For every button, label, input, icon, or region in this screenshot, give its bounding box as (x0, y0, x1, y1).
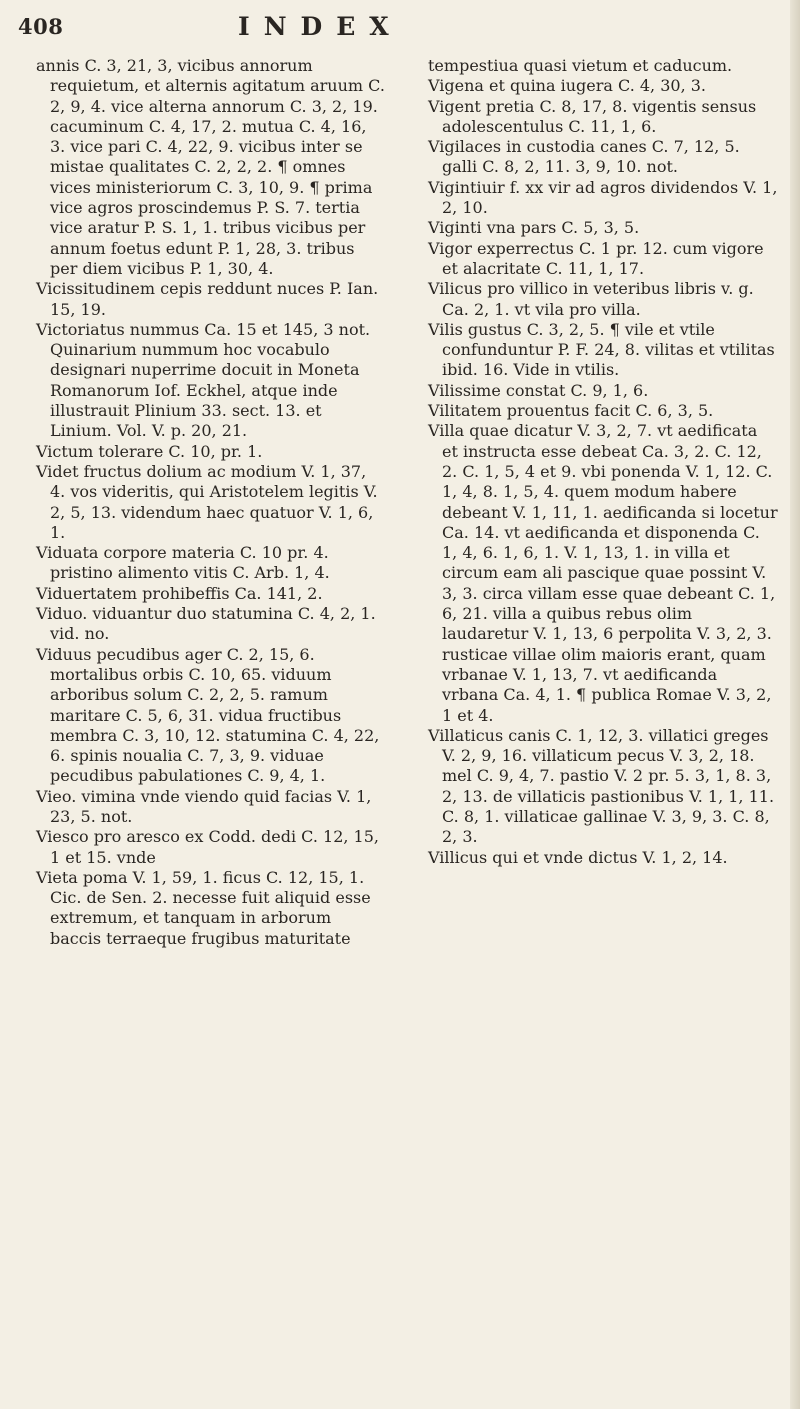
index-entry: Vilicus pro villico in veteribus libris v. g. Ca. 2, 1. vt vila pro villa. (428, 279, 754, 319)
index-entry: Vicissitudinem cepis reddunt nuces P. Ian. 15, 19. (36, 279, 379, 319)
index-entry: Vigena et quina iugera C. 4, 30, 3. (428, 76, 707, 96)
index-entry: Victoriatus nummus Ca. 15 et 145, 3 not. Quinarium nummum hoc vocabulo designari nuperrime docuit in Moneta Romanorum Iof. Eckhel, atque inde illustrauit Plinium 33. sect. 13. et Linium. Vol. V. p. 20, 21. (36, 319, 371, 441)
index-entry: Vilis gustus C. 3, 2, 5. ¶ vile et vtile confunduntur P. F. 24, 8. vilitas et vtilitas ibid. 16. Vide in vtilis. (428, 319, 775, 380)
index-entry: Vigilaces in custodia canes C. 7, 12, 5. galli C. 8, 2, 11. 3, 9, 10. not. (428, 137, 740, 177)
index-entry: Vieo. vimina vnde viendo quid facias V. 1, 23, 5. not. (36, 786, 372, 826)
index-entry: Vigent pretia C. 8, 17, 8. vigentis sensus adolescentulus C. 11, 1, 6. (428, 96, 757, 136)
index-entry: Viduata corpore materia C. 10 pr. 4. pristino alimento vitis C. Arb. 1, 4. (36, 543, 330, 583)
index-entry: Victum tolerare C. 10, pr. 1. (36, 441, 263, 461)
index-entry: Vilissime constat C. 9, 1, 6. (428, 380, 649, 400)
index-entry: Viginti vna pars C. 5, 3, 5. (428, 218, 640, 238)
index-entry: Viesco pro aresco ex Codd. dedi C. 12, 15, 1 et 15. vnde (36, 827, 379, 867)
index-entry: Vigintiuir f. xx vir ad agros dividendos V. 1, 2, 10. (428, 177, 778, 218)
right-column (428, 56, 778, 868)
index-entry: Viduertatem prohibeffis Ca. 141, 2. (36, 583, 323, 603)
index-entry: Villa quae dicatur V. 3, 2, 7. vt aedificata et instructa esse debeat Ca. 3, 2. C. 12, 2. C. 1, 5, 4 et 9. vbi ponenda V. 1, 12. C. 1, 4, 8. 1, 5, 4. quem modum habere debeant V. 1, 11, 1. aedificanda si locetur Ca. 14. vt aedificanda et disponenda C. 1, 4, 6. 1, 6, 1. V. 1, 13, 1. in villa et circum eam ali pascique quae possint V. 3, 3. circa villam esse quae debeant C. 1, 6, 21. villa a quibus rebus olim laudaretur V. 1, 13, 6 perpolita V. 3, 2, 3. rusticae villae olim maioris erant, quam vrbanae V. 1, 13, 7. vt aedificanda vrbana Ca. 4, 1. ¶ publica Romae V. 3, 2, 1 et 4. (428, 421, 778, 725)
index-entry: Villicus qui et vnde dictus V. 1, 2, 14. (428, 847, 728, 867)
index-entry: Vieta poma V. 1, 59, 1. ficus C. 12, 15, 1. Cic. de Sen. 2. necesse fuit aliquid esse extremum, et tanquam in arborum baccis terraeque frugibus maturitate (36, 867, 371, 948)
page-header (0, 0, 800, 48)
running-head: INDEX (238, 12, 403, 41)
index-entry: annis C. 3, 21, 3, vicibus annorum requietum, et alternis agitatum aruum C. 2, 9, 4. vice alterna annorum C. 3, 2, 19. cacuminum C. 4, 17, 2. mutua C. 4, 16, 3. vice pari C. 4, 22, 9. vicibus inter se mistae qualitates C. 2, 2, 2. ¶ omnes vices ministeriorum C. 3, 10, 9. ¶ prima vice agros proscindemus P. S. 7. tertia vice aratur P. S. 1, 1. tribus vicibus per annum foetus edunt P. 1, 28, 3. tribus per diem vicibus P. 1, 30, 4. (36, 56, 385, 278)
index-entry: Vilitatem prouentus facit C. 6, 3, 5. (428, 401, 714, 421)
index-entry: Vigor experrectus C. 1 pr. 12. cum vigore et alacritate C. 11, 1, 17. (428, 238, 764, 278)
index-entry: Viduo. viduantur duo statumina C. 4, 2, 1. vid. no. (36, 604, 376, 644)
left-column (36, 56, 386, 949)
page-edge (790, 0, 800, 1409)
index-entry: Videt fructus dolium ac modium V. 1, 37, 4. vos videritis, qui Aristotelem legitis V. 2, 5, 13. videndum haec quatuor V. 1, 6, 1. (36, 461, 378, 542)
index-entry: Villaticus canis C. 1, 12, 3. villatici greges V. 2, 9, 16. villaticum pecus V. 3, 2, 18. mel C. 9, 4, 7. pastio V. 2 pr. 5. 3, 1, 8. 3, 2, 13. de villaticis pastionibus V. 1, 1, 11. C. 8, 1. villaticae gallinae V. 3, 9, 3. C. 8, 2, 3. (428, 725, 775, 847)
index-entry: tempestiua quasi vietum et caducum. (428, 56, 733, 75)
page-number: 408 (18, 14, 64, 39)
index-entry: Viduus pecudibus ager C. 2, 15, 6. mortalibus orbis C. 10, 65. viduum arboribus solum C. 2, 2, 5. ramum maritare C. 5, 6, 31. vidua fructibus membra C. 3, 10, 12. statumina C. 4, 22, 6. spinis noualia C. 7, 3, 9. viduae pecudibus pabulationes C. 9, 4, 1. (36, 644, 380, 786)
